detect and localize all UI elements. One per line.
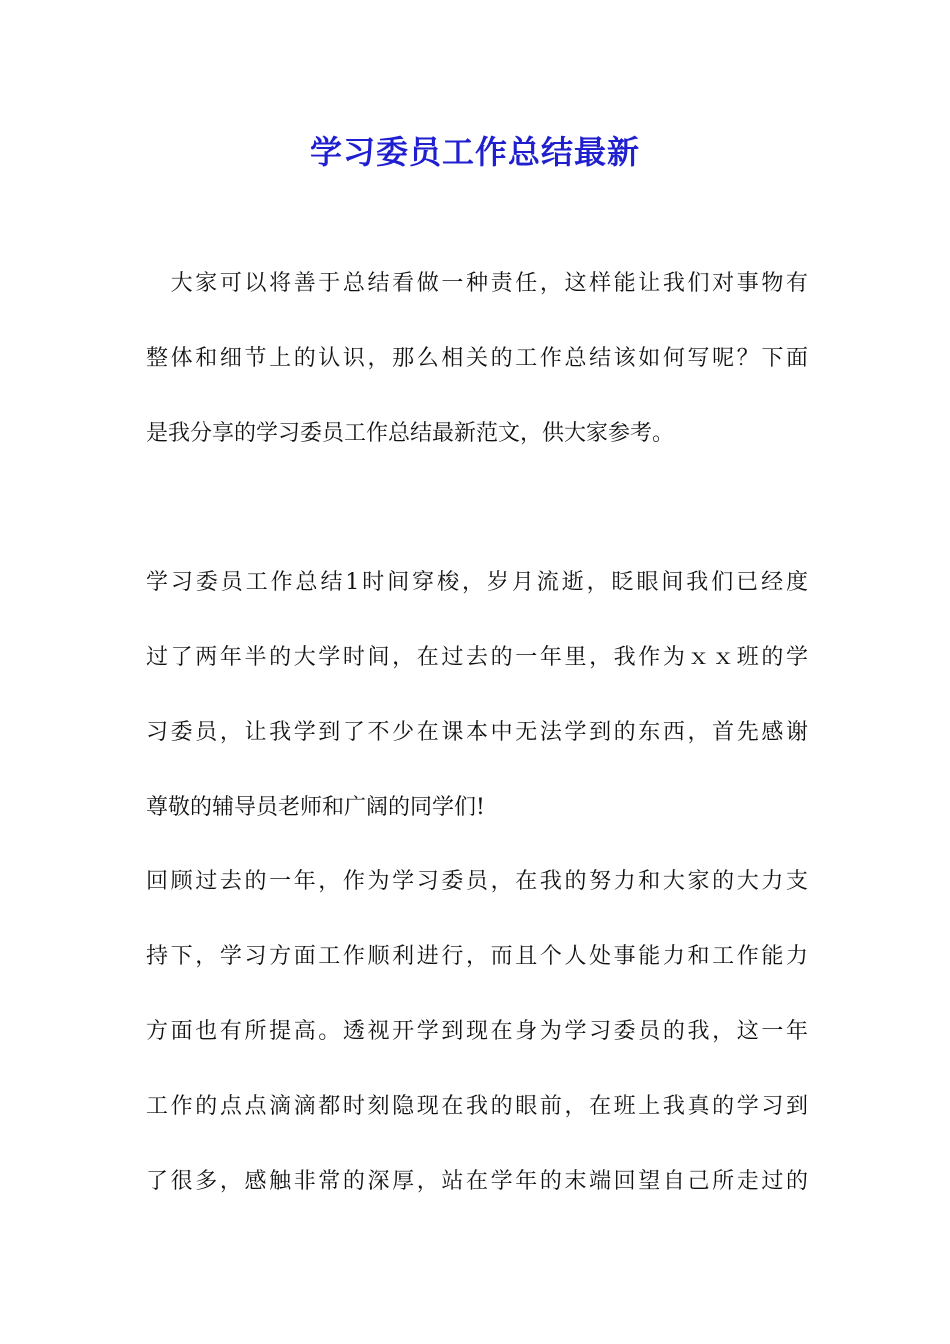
- intro-line-3: 是我分享的学习委员工作总结最新范文，供大家参考。: [146, 421, 675, 446]
- body-line-1: 学习委员工作总结1时间穿梭，岁月流逝，眨眼间我们已经度: [146, 570, 808, 595]
- body-line-2: 过了两年半的大学时间，在过去的一年里，我作为ｘｘ班的学: [146, 645, 808, 670]
- intro-line-2: 整体和细节上的认识，那么相关的工作总结该如何写呢？下面: [146, 346, 808, 371]
- body-line-4: 尊敬的辅导员老师和广阔的同学们!: [146, 795, 485, 820]
- body-line-5: 回顾过去的一年，作为学习委员，在我的努力和大家的大力支: [146, 869, 808, 894]
- intro-line-1: 大家可以将善于总结看做一种责任，这样能让我们对事物有: [146, 271, 808, 296]
- document-title: 学习委员工作总结最新: [309, 133, 640, 171]
- body-line-8: 工作的点点滴滴都时刻隐现在我的眼前，在班上我真的学习到: [146, 1094, 808, 1119]
- body-line-6: 持下，学习方面工作顺利进行，而且个人处事能力和工作能力: [146, 944, 808, 969]
- body-line-7: 方面也有所提高。透视开学到现在身为学习委员的我，这一年: [146, 1019, 808, 1044]
- body-line-3: 习委员，让我学到了不少在课本中无法学到的东西，首先感谢: [146, 720, 808, 745]
- body-line-9: 了很多，感触非常的深厚，站在学年的末端回望自己所走过的: [146, 1169, 808, 1194]
